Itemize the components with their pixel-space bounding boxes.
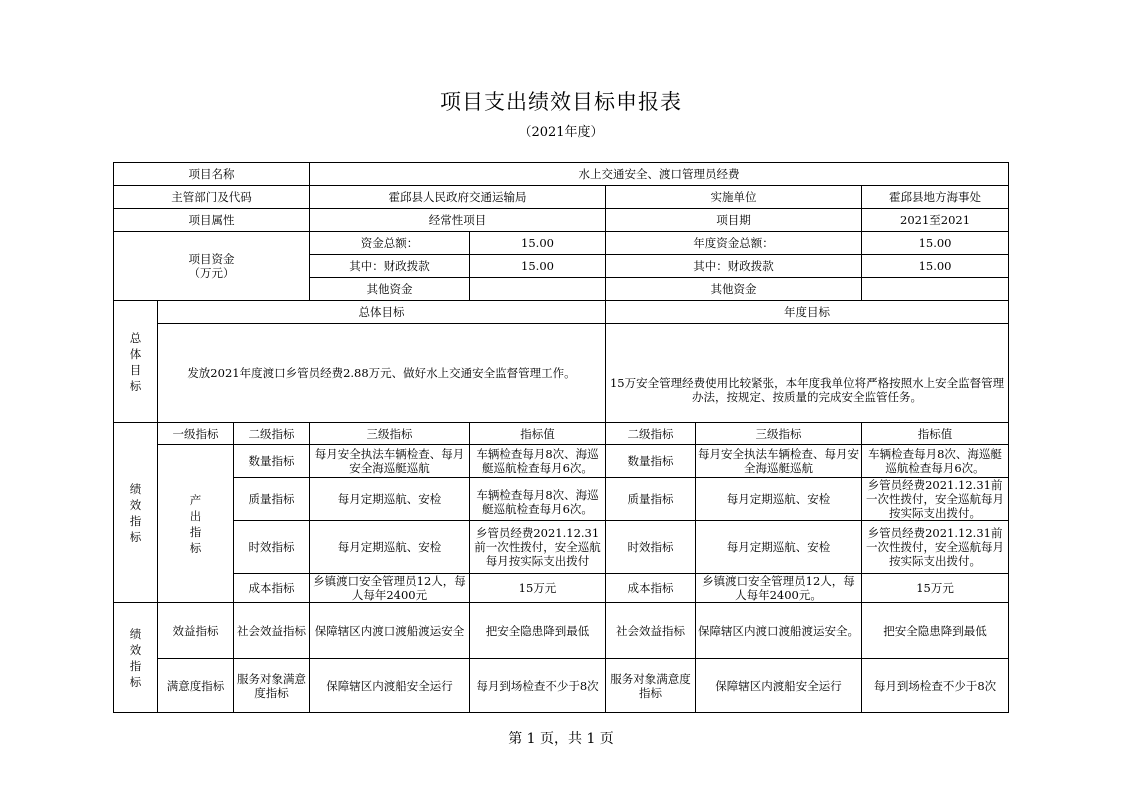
table-row	[114, 521, 1009, 574]
indicator-level3: 每月定期巡航、安检	[310, 521, 470, 574]
indicator-level2b: 质量指标	[606, 478, 696, 521]
indicator-level3b: 乡镇渡口安全管理员12人，每人每年2400元。	[696, 574, 862, 603]
benefit-level2: 社会效益指标	[234, 603, 310, 659]
page-subtitle: （2021年度）	[518, 125, 604, 140]
row-project-name	[114, 163, 1009, 186]
header-level2b: 二级指标	[606, 423, 696, 445]
benefit-valueb: 每月到场检查不少于8次	[862, 659, 1009, 713]
funds-label-line1: 项目资金	[188, 252, 235, 266]
table-row	[114, 445, 1009, 478]
indicator-value: 乡管员经费2021.12.31前一次性拨付，安全巡航每月按实际支出拨付	[470, 521, 606, 574]
indicator-level3: 每月定期巡航、安检	[310, 478, 470, 521]
annual-fiscal-value: 15.00	[862, 255, 1009, 278]
header-value: 指标值	[470, 423, 606, 445]
benefit-level2b: 服务对象满意度指标	[606, 659, 696, 713]
impl-value: 霍邱县地方海事处	[862, 186, 1009, 209]
dept-value: 霍邱县人民政府交通运输局	[310, 186, 606, 209]
header-valueb: 指标值	[862, 423, 1009, 445]
goals-label: 总体目标	[114, 301, 158, 423]
indicator-level2b: 成本指标	[606, 574, 696, 603]
benefit-indicators-label: 绩效指标	[114, 603, 158, 713]
benefit-level2b: 社会效益指标	[606, 603, 696, 659]
attr-value: 经常性项目	[310, 209, 606, 232]
impl-label: 实施单位	[606, 186, 862, 209]
fiscal-label: 其中：财政拨款	[310, 255, 470, 278]
indicator-level2b: 时效指标	[606, 521, 696, 574]
indicator-level3b: 每月安全执法车辆检查、每月安全海巡艇巡航	[696, 445, 862, 478]
page-title: 项目支出绩效目标申报表	[440, 90, 682, 114]
dept-label: 主管部门及代码	[114, 186, 310, 209]
other-value	[470, 278, 606, 301]
annual-goal-text: 15万安全管理经费使用比较紧张，本年度我单位将严格按照水上安全监督管理办法，按规定、按质量的完成安全监管任务。	[606, 324, 1009, 423]
annual-total-label: 年度资金总额：	[606, 232, 862, 255]
row-indicator-header	[114, 423, 1009, 445]
indicator-level3b: 每月定期巡航、安检	[696, 521, 862, 574]
indicator-level2: 质量指标	[234, 478, 310, 521]
row-goals-header	[114, 301, 1009, 324]
indicators-label: 绩效指标	[114, 423, 158, 603]
annual-goal-header: 年度目标	[606, 301, 1009, 324]
annual-other-label: 其他资金	[606, 278, 862, 301]
output-indicator-label: 产出指标	[158, 445, 234, 603]
table-row	[114, 478, 1009, 521]
benefit-level2: 服务对象满意度指标	[234, 659, 310, 713]
header-level3: 三级指标	[310, 423, 470, 445]
period-label: 项目期	[606, 209, 862, 232]
attr-label: 项目属性	[114, 209, 310, 232]
header-level1: 一级指标	[158, 423, 234, 445]
indicator-level2: 时效指标	[234, 521, 310, 574]
indicator-valueb: 乡管员经费2021.12.31前一次性拨付，安全巡航每月按实际支出拨付。	[862, 478, 1009, 521]
indicator-value: 15万元	[470, 574, 606, 603]
overall-goal-header: 总体目标	[158, 301, 606, 324]
fiscal-value: 15.00	[470, 255, 606, 278]
funds-label-line2: （万元）	[188, 266, 235, 280]
header-level2: 二级指标	[234, 423, 310, 445]
overall-goal-text: 发放2021年度渡口乡管员经费2.88万元、做好水上交通安全监督管理工作。	[158, 324, 606, 423]
indicator-valueb: 15万元	[862, 574, 1009, 603]
indicator-level3b: 每月定期巡航、安检	[696, 478, 862, 521]
page-footer: 第 1 页，共 1 页	[508, 731, 614, 747]
indicator-valueb: 乡管员经费2021.12.31前一次性拨付，安全巡航每月按实际支出拨付。	[862, 521, 1009, 574]
row-goals-text	[114, 324, 1009, 423]
project-name-value: 水上交通安全、渡口管理员经费	[310, 163, 1009, 186]
annual-other-value	[862, 278, 1009, 301]
benefit-level3b: 保障辖区内渡口渡船渡运安全。	[696, 603, 862, 659]
table-row	[114, 574, 1009, 603]
benefit-level1: 效益指标	[158, 603, 234, 659]
benefit-value: 每月到场检查不少于8次	[470, 659, 606, 713]
header-level3b: 三级指标	[696, 423, 862, 445]
benefit-valueb: 把安全隐患降到最低	[862, 603, 1009, 659]
benefit-level3b: 保障辖区内渡船安全运行	[696, 659, 862, 713]
funds-total-value: 15.00	[470, 232, 606, 255]
annual-fiscal-label: 其中：财政拨款	[606, 255, 862, 278]
indicator-level2: 成本指标	[234, 574, 310, 603]
performance-goal-table	[113, 162, 1009, 713]
annual-total-value: 15.00	[862, 232, 1009, 255]
benefit-level1: 满意度指标	[158, 659, 234, 713]
project-name-label: 项目名称	[114, 163, 310, 186]
row-attribute	[114, 209, 1009, 232]
benefit-level3: 保障辖区内渡船安全运行	[310, 659, 470, 713]
benefit-value: 把安全隐患降到最低	[470, 603, 606, 659]
funds-total-label: 资金总额：	[310, 232, 470, 255]
indicator-level2b: 数量指标	[606, 445, 696, 478]
funds-label	[114, 232, 310, 301]
indicator-value: 车辆检查每月8次、海巡艇巡航检查每月6次。	[470, 478, 606, 521]
row-department	[114, 186, 1009, 209]
other-label: 其他资金	[310, 278, 470, 301]
indicator-level3: 乡镇渡口安全管理员12人，每人每年2400元	[310, 574, 470, 603]
period-value: 2021至2021	[862, 209, 1009, 232]
benefit-level3: 保障辖区内渡口渡船渡运安全	[310, 603, 470, 659]
indicator-valueb: 车辆检查每月8次、海巡艇巡航检查每月6次。	[862, 445, 1009, 478]
row-funds-total	[114, 232, 1009, 255]
indicator-level3: 每月安全执法车辆检查、每月安全海巡艇巡航	[310, 445, 470, 478]
indicator-level2: 数量指标	[234, 445, 310, 478]
indicator-value: 车辆检查每月8次、海巡艇巡航检查每月6次。	[470, 445, 606, 478]
table-row	[114, 603, 1009, 659]
table-row	[114, 659, 1009, 713]
